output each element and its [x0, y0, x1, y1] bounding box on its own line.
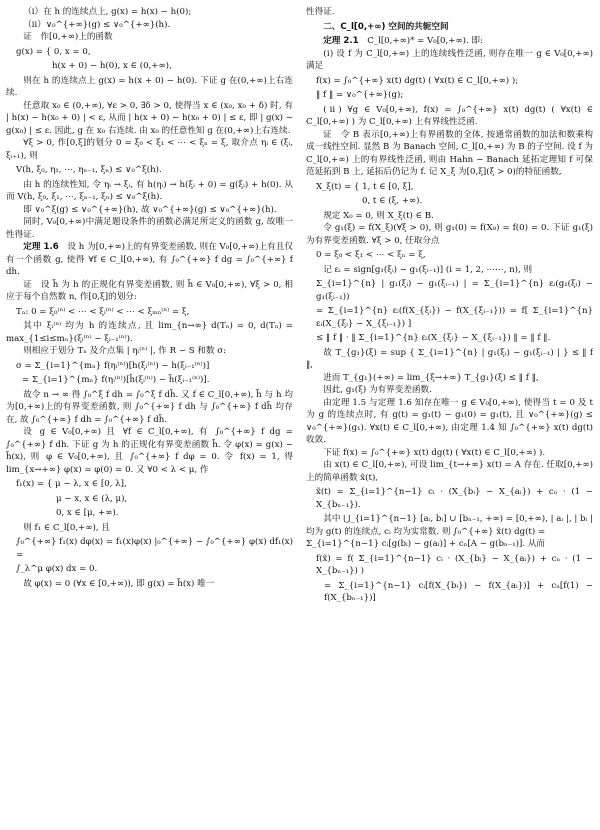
equation: ∫₀^{+∞} f₁(x) dφ(x) = f₁(x)φ(x) |₀^{+∞} − ∫₀^{+∞} φ(x) df₁(x) = [16, 537, 293, 560]
paragraph: 由定理 1.5 与定理 1.6 知存在唯一 g ∈ V₀[0,+∞), 使得当 t = 0 及 t 为 g 的连续点时, 有 g(t) = g₁(t) − g₁(0) = g₁(t), 且 ∨₀^{+∞}(g) ≤ ∨₀^{+∞}(g₁). ∀x(t) ∈ C_l[0,+∞), 由定理 1.4 知 ∫₀^{+∞} x(t) dg(t) 收敛. [306, 397, 593, 445]
paragraph: (ⅱ) ∀g ∈ V₀[0,+∞), f(x) = ∫₀^{+∞} x(t) dg(t) ( ∀x(t) ∈ C_l[0,+∞) ) 为 C_l[0,+∞) 上有界线性泛函. [306, 104, 593, 127]
equation: 0, t ∈ (ξ, +∞). [362, 196, 423, 206]
equation: 0, x ∈ [μ, +∞). [56, 508, 119, 518]
paragraph: 性得证. [306, 7, 335, 17]
paragraph: 其中 ⋃_{i=1}^{n−1} [aᵢ, bᵢ] ∪ [bₙ₋₁, +∞) = [0,+∞), | aᵢ |, | bᵢ | 均为 g(t) 的连续点, cᵢ 均为实常数. 则 ∫₀^{+∞} x̃(t) dg(t) = [306, 514, 593, 537]
paragraph: 同时, V₀[0,+∞)中满足题设条件的函数必满足所定义的函数 g, 故唯一性得证. [6, 217, 293, 240]
def-g-line-2: h(x + 0) − h(0), x ∈ (0,+∞), [52, 61, 172, 71]
paragraph: 下证 f(x) = ∫₀^{+∞} x(t) dg(t) ( ∀x(t) ∈ C_l[0,+∞) ). [323, 447, 546, 458]
paragraph: 则在 h 的连续点上 g(x) = h(x + 0) − h(0). 下证 g 在(0,+∞)上右连续. [6, 75, 293, 98]
equation: ≤ ‖ f ‖ · ‖ Σ_{i=1}^{n} εᵢ(X_{ξᵢ} − X_{ξᵢ₋₁}) ‖ = ‖ f ‖. [316, 333, 551, 343]
paragraph: 因此, g₁(ξ) 为有界变差函数. [323, 385, 432, 395]
def-g-line-1: g(x) = { 0, x = 0, [16, 46, 91, 57]
paragraph: 规定 X₀ = 0, 则 X_ξ(t) ∈ B. [323, 210, 434, 221]
equation: σ = Σ_{i=1}^{mₙ} f(ηᵢ⁽ⁿ⁾)[h(ξᵢ⁽ⁿ⁾) − h(ξᵢ₋₁⁽ⁿ⁾)] [16, 360, 210, 371]
paragraph: ∀ξ > 0, 作[0,ξ]的划分 0 = ξ₀ < ξ₁ < ⋯ < ξₙ = ξ, 取介点 ηᵢ ∈ (ξᵢ, ξᵢ₊₁), 则 [6, 138, 293, 161]
equation: 0 = ξ₀ < ξ₁ < ⋯ < ξₙ = ξ, [316, 250, 426, 260]
section-title: 二、C_l[0,+∞) 空间的共轭空间 [323, 21, 449, 32]
item-i: （ⅰ）在 h 的连续点上, g(x) = h(x) − h(0); [23, 7, 192, 17]
theorem-text: 设 h 为[0,+∞)上的有界变差函数, 则在 V₀[0,+∞)上有且仅有一个函数 g, 使得 ∀f ∈ C_l[0,+∞), 有 ∫₀^{+∞} f dg = ∫₀^{+∞} f dh. [6, 242, 293, 277]
equation: = Σ_{i=1}^{n−1} cᵢ[f(X_{bᵢ}) − f(X_{aᵢ})] + cₙ[f(1) − f(X_{bₙ₋₁})] [324, 580, 593, 603]
equation: ∫_λ^μ φ(x) dx = 0. [16, 564, 98, 574]
paragraph: 设 g ∈ V₀[0,+∞) 且 ∀f ∈ C_l[0,+∞), 有 ∫₀^{+∞} f dg = ∫₀^{+∞} f dh. 下证 g 为 h 的正规化有界变差函数 h̃. 令 φ(x) = g(x) − h̃(x), 则 φ ∈ V₀[0,+∞), 且 ∫₀^{+∞} f dφ = 0. 令 f(x) = 1, 得 lim_{x→+∞} φ(x) = φ(0) = 0. 又 ∀0 < λ < μ, 作 [6, 427, 293, 475]
equation: Σ_{i=1}^{n} | g₁(ξᵢ) − g₁(ξᵢ₋₁) | = Σ_{i=1}^{n} εᵢ(g₁(ξᵢ) − g₁(ξᵢ₋₁)) [316, 279, 593, 302]
paragraph: 即 ∨₀^ξ(g) ≤ ∨₀^{+∞}(h), 故 ∨₀^{+∞}(g) ≤ ∨₀^{+∞}(h). [23, 204, 277, 215]
paragraph: Σ_{i=1}^{n−1} cᵢ[g(bᵢ) − g(aᵢ)] + cₙ[A − g(bₙ₋₁)]. 从而 [306, 539, 546, 549]
paragraph: 令 g₁(ξ) = f(X_ξ)(∀ξ > 0), 则 g₁(0) = f(X₀) = f(0) = 0. 下证 g₁(ξ) 为有界变差函数. ∀ξ > 0, 任取分点 [306, 223, 593, 246]
paragraph: 由 x(t) ∈ C_l[0,+∞), 可设 lim_{t→+∞} x(t) = A 存在. 任取[0,+∞)上的简单函数 x̃(t), [306, 460, 593, 483]
paragraph: 进而 T_{g₁}(+∞) = lim_{ξ→+∞} T_{g₁}(ξ) ≤ ‖ f ‖, [323, 372, 539, 383]
item-ii: （ⅱ）∨₀^{+∞}(g) ≤ ∨₀^{+∞}(h). [23, 19, 171, 30]
proof-intro: 证 作[0,+∞)上的函数 [23, 32, 113, 42]
paragraph: (ⅰ) 设 f 为 C_l[0,+∞) 上的连续线性泛函, 则存在唯一 g ∈ V₀[0,+∞) 满足 [306, 48, 593, 71]
paragraph: 则相应于划分 Tₙ 及介点集 | ηᵢ⁽ⁿ⁾ |, 作 R − S 和数 σ: [23, 346, 227, 356]
paragraph: 由 h 的连续性知, 令 ηᵢ → ξᵢ, 有 h(ηᵢ) → h(ξᵢ + 0) = g(ξᵢ) + h(0). 从而 V(h, ξ₀, ξ₁, ⋯, ξₙ₋₁, ξₙ) ≤ ∨₀^ξ(h). [6, 179, 293, 202]
equation: X_ξ(t) = { 1, t ∈ [0, ξ], [316, 181, 414, 192]
paragraph: 任意取 x₀ ∈ (0,+∞), ∀ε > 0, ∃δ > 0, 使得当 x ∈ (x₀, x₀ + δ) 时, 有 | h(x) − h(x₀ + 0) | < ε, 从而 | h(x + 0) − h(x₀ + 0) | ≤ ε, 即 | g(x) − g(x₀) | ≤ ε. 因此, g 在 x₀ 右连续. 由 x₀ 的任意性知 g 在(0,+∞)上右连续. [6, 100, 293, 136]
paragraph: 故令 n → ∞ 得 ∫₀^ξ f dh = ∫₀^ξ f dh̃. 又 f ∈ C_l[0,+∞), h̃ 与 h 均为[0,+∞)上的有界变差函数, 则 ∫₀^{+∞} f dh 与 ∫₀^{+∞} f dh̃ 均存在, 故 ∫₀^{+∞} f dh = ∫₀^{+∞} f dh̃. [6, 389, 293, 425]
theorem-2-1 [306, 35, 593, 48]
equation: = Σ_{i=1}^{n} εᵢ(f(X_{ξᵢ}) − f(X_{ξᵢ₋₁})) = f[ Σ_{i=1}^{n} εᵢ(X_{ξᵢ} − X_{ξᵢ₋₁}) ] [316, 306, 593, 329]
equation: f₁(x) = { μ − λ, x ∈ [0, λ], [16, 479, 127, 489]
equation: f(x̃) = f( Σ_{i=1}^{n−1} cᵢ · (X_{bᵢ} − X_{aᵢ}) + cₙ · (1 − X_{bₙ₋₁}) ) [316, 553, 593, 576]
paragraph: 证 设 h̃ 为 h 的正规化有界变差函数, 则 h̃ ∈ V₀[0,+∞), ∀ξ > 0, 相应于每个自然数 n, 作[0,ξ]的划分: [6, 279, 293, 302]
theorem-label: 定理 1.6 [23, 242, 59, 252]
paragraph: 其中 ξᵢ⁽ⁿ⁾ 均为 h 的连续点, 且 lim_{n→∞} d(Tₙ) = 0, d(Tₙ) = max_{1≤i≤mₙ}(ξᵢ⁽ⁿ⁾ − ξᵢ₋₁⁽ⁿ⁾). [6, 321, 293, 344]
equation: = Σ_{i=1}^{mₙ} f(ηᵢ⁽ⁿ⁾)[h̃(ξᵢ⁽ⁿ⁾) − h̃(ξᵢ₋₁⁽ⁿ⁾)]. [22, 375, 210, 385]
theorem-label: 定理 2.1 [323, 36, 359, 46]
equation: x̃(t) = Σ_{i=1}^{n−1} cᵢ · (X_{bᵢ} − X_{aᵢ}) + cₙ · (1 − X_{bₙ₋₁}). [316, 487, 593, 510]
paragraph: 故 T_{g₁}(ξ) = sup { Σ_{i=1}^{n} | g₁(ξᵢ) − g₁(ξᵢ₋₁) | } ≤ ‖ f ‖, [306, 347, 593, 370]
equation: ‖ f ‖ = ∨₀^{+∞}(g); [316, 90, 404, 100]
equation: f(x) = ∫₀^{+∞} x(t) dg(t) ( ∀x(t) ∈ C_l[0,+∞) ); [316, 75, 519, 86]
theorem-1-6 [6, 241, 293, 279]
paragraph: 则 f₁ ∈ C_l[0,+∞), 且 [23, 522, 110, 533]
right-column [306, 6, 593, 826]
equation: μ − x, x ∈ (λ, μ), [56, 493, 128, 504]
paragraph: 证 令 B 表示[0,+∞)上有界函数的全体, 按通常函数的加法和数乘构成一线性空间. 显然 B 为 Banach 空间, C_l[0,+∞) 为 B 的子空间. 设 f 为 C_l[0,+∞) 上的有界线性泛函, 则由 Hahn − Banach 延拓定理知 f 可保范延拓到 B 上, 延拓后仍记为 f. 记 X_ξ 为[0,ξ](ξ > 0)的特征函数, [306, 129, 593, 177]
equation: V(h, ξ₀, η₁, ⋯, ηₙ₋₁, ξₙ) ≤ ∨₀^ξ(h). [16, 165, 162, 175]
left-column [6, 6, 293, 826]
paragraph: 故 φ(x) = 0 (∀x ∈ [0,+∞)), 即 g(x) = h̃(x) 唯一 [23, 578, 215, 589]
equation: Tₙ: 0 = ξ₀⁽ⁿ⁾ < ⋯ < ξᵢ⁽ⁿ⁾ < ⋯ < ξₘₙ⁽ⁿ⁾ = ξ, [16, 306, 190, 317]
paragraph: 记 εᵢ = sign[g₁(ξᵢ) − g₁(ξᵢ₋₁)] (i = 1, 2, ⋯⋯, n), 则 [323, 264, 533, 275]
theorem-text: C_l[0,+∞)* = V₀[0,+∞). 即: [367, 36, 483, 46]
